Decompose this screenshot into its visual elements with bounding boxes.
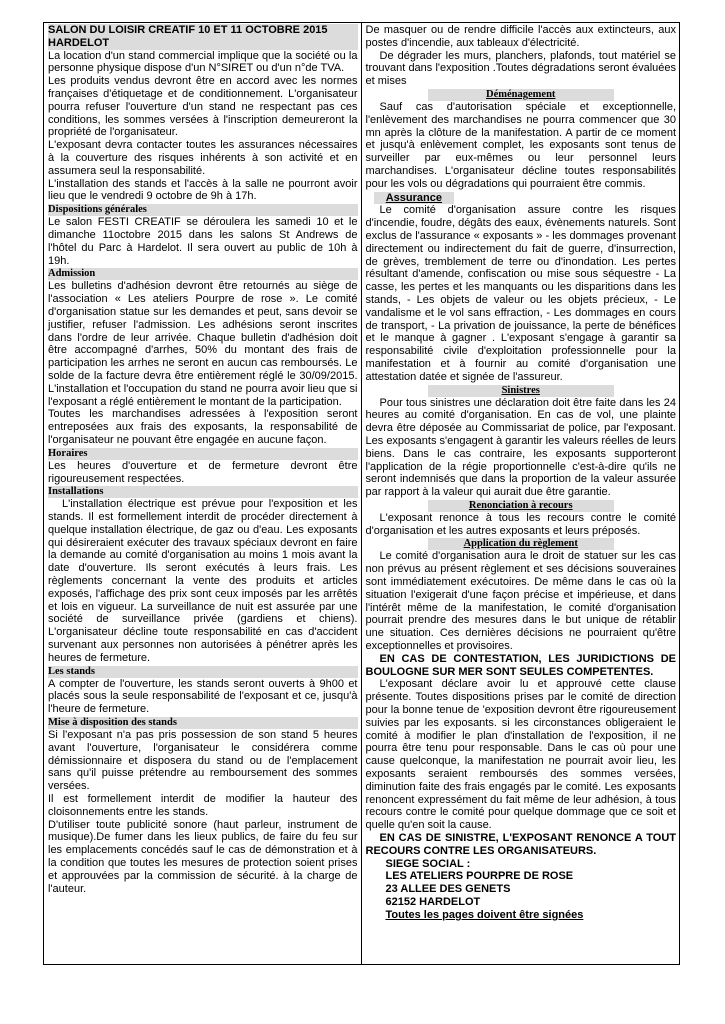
- address-line: SIEGE SOCIAL :: [385, 857, 471, 870]
- installations-paragraph: L'installation électrique est prévue pour l'exposition et les stands. Il est formellement interdit de procéder directement à quelque installation électrique, de gaz ou d'eau. Les exposants qui désireraient exécuter des travaux spéciaux devront en faire la demande au comité d'organisation au moins 1 mois avant la date d'ouverture. Ils seront exécutés à leurs frais. Les règlements concernant la vente des produits et articles exposés, l'affichage des prix sont ceux imposés par les arrêtés et lois en vigueur. La surveillance de nuit est assurée par une société de surveillance privée (gardiens et chiens). L'organisateur décline toute responsabilité en cas d'accident survenant aux personnes non autorisées à pénétrer après les heures de fermeture.: [48, 498, 358, 664]
- admission-paragraph: Toutes les marchandises adressées à l'exposition seront entreposées aux frais des exposants, la responsabilité de l'organisateur ne pouvant être engagée en aucune façon.: [48, 408, 358, 446]
- document-title: SALON DU LOISIR CREATIF 10 ET 11 OCTOBRE 2015 HARDELOT: [48, 24, 358, 50]
- reglement-page: [43, 22, 680, 965]
- section-heading-application: Application du règlement: [428, 538, 614, 550]
- section-heading-dispositions: Dispositions générales: [48, 204, 358, 216]
- assurance-paragraph: Le comité d'organisation assure contre les risques d'incendie, foudre, dégâts des eaux, évènements naturels. Sont exclus de l'assurance « exposants » - les dommages provenant directement ou indirectement du fait de guerre, d'insurrection, de grèves, tremblement de terre ou d'inondation. Les pertes résultant d'amende, confiscation ou mise sous séquestre - La casse, les pertes et les manquants ou les disparitions dans les stands, - Les objets de valeur ou les objets précieux, - Le vandalisme et le vol sans effraction, - Les dommages en cours de transport, - La privation de jouissance, la perte de bénéfices et le manque à gagner . L'exposant s'engage à garantir sa responsabilité civile d'exploitation professionnelle pour la manifestation et à fournir au comité d'organisation une attestation datée et signée de l'assureur.: [365, 204, 676, 383]
- horaires-paragraph: Les heures d'ouverture et de fermeture devront être rigoureusement respectées.: [48, 459, 358, 485]
- intro-paragraph: La location d'un stand commercial implique que la société ou la personne physique dispose d'un N°SIRET ou d'un n°de TVA.: [48, 49, 358, 75]
- section-heading-mise-a-disposition: Mise à disposition des stands: [48, 717, 358, 729]
- intro-paragraph: L'installation des stands et l'accès à la salle ne pourront avoir lieu que le vendredi 9 octobre de 9h à 17h.: [48, 177, 358, 203]
- section-heading-admission: Admission: [48, 268, 358, 280]
- mise-paragraph: Si l'exposant n'a pas pris possession de son stand 5 heures avant l'ouverture, l'organisateur le considérera comme démissionnaire et disposera du stand ou de l'emplacement sans qu'il puisse prétendre au remboursement des sommes versées.: [48, 729, 358, 793]
- section-heading-renonciation: Renonciation à recours: [428, 500, 614, 512]
- sinistre-clause: EN CAS DE SINISTRE, L'EXPOSANT RENONCE A TOUT RECOURS CONTRE LES ORGANISATEURS.: [365, 832, 676, 857]
- intro-paragraph: Les produits vendus devront être en accord avec les normes françaises d'étiquetage et de conditionnement. L'organisateur pourra refuser l'ouverture d'un stand ne respectant pas ces conditions, les sommes versées à l'inscription demeureront la propriété de l'organisateur.: [48, 75, 358, 139]
- section-heading-assurance: Assurance: [374, 192, 455, 205]
- left-column: [44, 23, 362, 964]
- section-heading-sinistres: Sinistres: [428, 385, 614, 397]
- top-paragraph: De dégrader les murs, planchers, plafonds, tout matériel se trouvant dans l'exposition .Toutes dégradations seront évaluées et mises: [365, 49, 676, 88]
- signature-note: Toutes les pages doivent être signées: [385, 908, 584, 921]
- dispositions-paragraph: Le salon FESTI CREATIF se déroulera les samedi 10 et le dimanche 11octobre 2015 dans les salons St Andrews de l'hôtel du Parc à Hardelot. Il sera ouvert au public de 10h à 19h.: [48, 216, 358, 267]
- mise-paragraph: D'utiliser toute publicité sonore (haut parleur, instrument de musique).De fumer dans les lieux publics, de faire du feu sur les emplacements concédés sauf le cas de démonstration et à la condition que toutes les mesures de protection soient prises et approuvées par la commission de sécurité. à la charge de l'auteur.: [48, 818, 358, 895]
- address-line: 62152 HARDELOT: [385, 896, 481, 908]
- demenagement-paragraph: Sauf cas d'autorisation spéciale et exceptionnelle, l'enlèvement des marchandises ne pourra commencer que 30 mn après la clôture de la manifestation. A partir de ce moment et jusqu'à enlèvement complet, les exposants sont tenus de surveiller par eux-mêmes ou leur personnel leurs marchandises. L'organisateur décline toutes responsabilités pour les vols ou dégradations qui pourraient être commis.: [365, 100, 676, 190]
- sinistres-paragraph: Pour tous sinistres une déclaration doit être faite dans les 24 heures au comité d'organisation. En cas de vol, une plainte devra être déposée au Commissariat de police, par l'exposant. Les exposants s'engagent à garantir les valeurs réelles de leurs biens. Dans le cas contraire, les exposants supporteront l'application de la régie proportionnelle c'est-à-dire qu'ils ne seront indemnisés que dans la proportion de la valeur assurée par rapport à la valeur qui aurait due être garantie.: [365, 396, 676, 499]
- intro-paragraph: L'exposant devra contacter toutes les assurances nécessaires à la couverture des risques inhérents à son activité et en assumera seul la responsabilité.: [48, 139, 358, 177]
- section-heading-stands: Les stands: [48, 666, 358, 678]
- address-line: 23 ALLEE DES GENETS: [385, 883, 511, 896]
- top-paragraph: De masquer ou de rendre difficile l'accès aux extincteurs, aux postes d'incendie, aux tableaux d'électricité.: [365, 24, 676, 49]
- mise-paragraph: Il est formellement interdit de modifier la hauteur des cloisonnements entre les stands.: [48, 793, 358, 818]
- contestation-clause: EN CAS DE CONTESTATION, LES JURIDICTIONS DE BOULOGNE SUR MER SONT SEULES COMPETENTES.: [365, 652, 676, 678]
- declaration-paragraph: L'exposant déclare avoir lu et approuvé cette clause présente. Toutes dispositions prises par le comité de direction pour la bonne tenue de 'exposition devront être rigoureusement suivies par les exposants. si les circonstances obligeraient le comité à modifier le plan d'installation de l'exposition, il ne pourra être tenu pour responsable. Dans le cas où pour une cause quelconque, la manifestation ne pourrait avoir lieu, les exposants seraient remboursés des sommes versées, diminution faite des frais engagés par le comité. Les exposants renoncent expressément du fait même de leur adhésion, à tous recours contre le comité pour quelque dommage que ce soit et quelle qu'en soit la cause.: [365, 678, 676, 832]
- section-heading-horaires: Horaires: [48, 448, 358, 460]
- right-column: [362, 23, 680, 964]
- stands-paragraph: A compter de l'ouverture, les stands seront ouverts à 9h00 et placés sous la seule responsabilité de l'exposant et ce, jusqu'à l'heure de fermeture.: [48, 677, 358, 716]
- application-paragraph: Le comité d'organisation aura le droit de statuer sur les cas non prévus au présent règlement et ses décisions souveraines sont immédiatement exécutoires. De même dans le cas où la situation l'exigerait d'une façon précise et impérieuse, et dans l'intérêt même de la manifestation, le comité d'organisation pourrait prendre des mesures dans le but unique de rétablir une situation. Ces dernières décisions ne pourraient qu'être exceptionnelles et provisoires.: [365, 550, 676, 653]
- address-line: LES ATELIERS POURPRE DE ROSE: [385, 870, 574, 883]
- section-heading-installations: Installations: [48, 486, 358, 498]
- renonciation-paragraph: L'exposant renonce à tous les recours contre le comité d'organisation et les autres exposants et leurs préposés.: [365, 511, 676, 537]
- admission-paragraph: Les bulletins d'adhésion devront être retournés au siège de l'association « Les ateliers Pourpre de rose ». Le comité d'organisation statue sur les demandes et peut, sans devoir se justifier, refuser l'admission. Les adhésions seront inscrites dans l'ordre de leur arrivée. Chaque bulletin d'adhésion doit être accompagné d'arrhes, 50% du montant des frais de participation les arrhes ne seront en aucun cas remboursés. Le solde de la facture devra être entièrement réglé le 30/09/2015. L'installation et l'occupation du stand ne pourra avoir lieu que si l'exposant a réglé entièrement le montant de la participation.: [48, 280, 358, 408]
- section-heading-demenagement: Déménagement: [428, 89, 614, 101]
